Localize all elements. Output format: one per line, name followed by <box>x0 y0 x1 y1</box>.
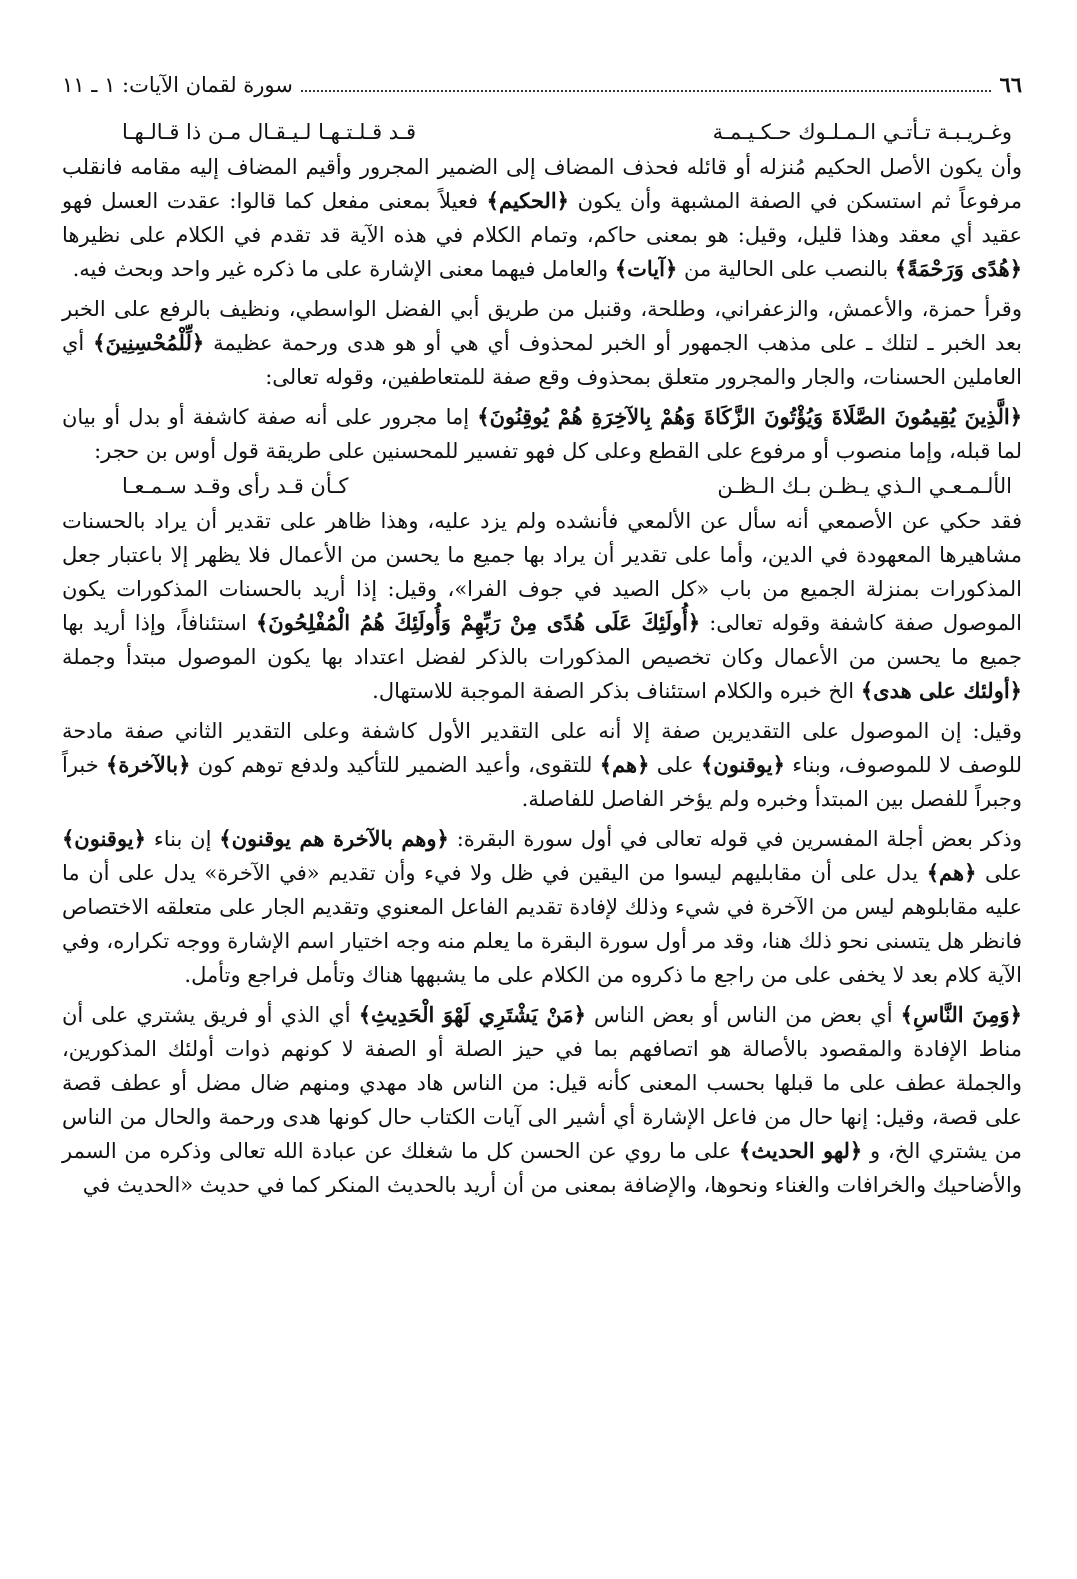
quran-quote: ﴿يوقنون﴾ <box>700 752 785 777</box>
verse-second-hemistich: كـأن قـد رأى وقـد سـمـعـا <box>122 474 349 498</box>
quran-quote: ﴿يوقنون﴾ <box>62 826 146 851</box>
book-page <box>62 70 1022 1202</box>
quran-quote: ﴿لِّلْمُحْسِنِينَ﴾ <box>93 330 205 355</box>
running-header <box>62 70 1022 102</box>
surah-title: سورة لقمان الآيات: ١ ـ ١١ <box>62 73 293 97</box>
poetry-verse <box>62 468 1022 504</box>
quran-quote: ﴿وهم بالآخرة هم يوقنون﴾ <box>219 826 449 851</box>
quran-quote: ﴿هُدًى وَرَحْمَةً﴾ <box>894 256 1022 281</box>
verse-first-hemistich: الألـمـعـي الـذي يـظـن بـك الـظـن <box>717 474 1012 498</box>
poetry-verse <box>62 114 1022 150</box>
quran-quote: ﴿أولئك على هدى﴾ <box>860 678 1022 703</box>
quran-quote: ﴿هم﴾ <box>599 752 650 777</box>
paragraph: ﴿وَمِنَ النَّاسِ﴾ أي بعض من الناس أو بعض الناس ﴿مَنْ يَشْتَرِي لَهْوَ الْحَدِيثِ﴾ أي الذي أو فريق يشتري على أن مناط الإفادة والمقصود بالأصالة هو اتصافهم بما في حيز الصلة أو الصفة لا كونهم ذوات أولئك المذكورين، والجملة عطف على ما قبلها بحسب المعنى كأنه قيل: من الناس هاد مهدي ومنهم ضال مضل أو عطف قصة على قصة، وقيل: إنها حال من فاعل الإشارة أي أشير الى آيات الكتاب حال كونها هدى ورحمة والحال من الناس من يشتري الخ، و ﴿لهو الحديث﴾ على ما روي عن الحسن كل ما شغلك عن عبادة الله تعالى وذكره من السمر والأضاحيك والخرافات والغناء ونحوها، والإضافة بمعنى من أن أريد بالحديث المنكر كما في حديث «الحديث في <box>62 1002 1023 1197</box>
paragraph: فقد حكي عن الأصمعي أنه سأل عن الألمعي فأنشده ولم يزد عليه، وهذا ظاهر على تقدير أن يراد بالحسنات مشاهيرها المعهودة في الدين، وأما على تقدير أن يراد بها جميع ما يحسن من الأعمال فلا يظهر إلا باعتبار جعل المذكورات بمنزلة الجميع من باب «كل الصيد في جوف الفرا»، وقيل: إذا أريد بالحسنات المذكورات يكون الموصول صفة كاشفة وقوله تعالى: ﴿أُولَئِكَ عَلَى هُدًى مِنْ رَبِّهِمْ وَأُولَئِكَ هُمُ الْمُفْلِحُونَ﴾ استئنافاً، وإذا أريد بها جميع ما يحسن من الأعمال وكان تخصيص المذكورات بالذكر لفضل اعتداد بها يكون الموصول مبتدأ وجملة ﴿أولئك على هدى﴾ الخ خبره والكلام استئناف بذكر الصفة الموجبة للاستهال. <box>62 509 1022 703</box>
quran-quote: ﴿وَمِنَ النَّاسِ﴾ <box>900 1002 1022 1027</box>
paragraph: وقرأ حمزة، والأعمش، والزعفراني، وطلحة، وقنبل من طريق أبي الفضل الواسطي، ونظيف بالرفع على الخبر بعد الخبر ـ لتلك ـ على مذهب الجمهور أو الخبر لمحذوف أي هي أو هو هدى ورحمة عظيمة ﴿لِّلْمُحْسِنِينَ﴾ أي العاملين الحسنات، والجار والمجرور متعلق بمحذوف وقع صفة للمتعاطفين، وقوله تعالى: <box>62 297 1023 389</box>
header-dotted-leader <box>301 89 992 92</box>
page-number: ٦٦ <box>999 72 1022 97</box>
quran-quote: ﴿لهو الحديث﴾ <box>739 1138 863 1163</box>
quran-quote: ﴿هم﴾ <box>926 860 977 885</box>
quran-quote: ﴿الحكيم﴾ <box>486 188 569 213</box>
quran-quote: ﴿مَنْ يَشْتَرِي لَهْوَ الْحَدِيثِ﴾ <box>358 1002 586 1027</box>
paragraph: وقيل: إن الموصول على التقديرين صفة إلا أنه على التقدير الأول كاشفة وعلى التقدير الثاني صفة مادحة للوصف لا للموصوف، وبناء ﴿يوقنون﴾ على ﴿هم﴾ للتقوى، وأعيد الضمير للتأكيد ولدفع توهم كون ﴿بالآخرة﴾ خبراً وجبراً للفصل بين المبتدأ وخبره ولم يؤخر الفاصل للفاصلة. <box>62 719 1023 811</box>
paragraph: وذكر بعض أجلة المفسرين في قوله تعالى في أول سورة البقرة: ﴿وهم بالآخرة هم يوقنون﴾ إن بناء ﴿يوقنون﴾ على ﴿هم﴾ يدل على أن مقابليهم ليسوا من اليقين في ظل ولا فيء وأن تقديم «في الآخرة» يدل على أن ما عليه مقابلوهم ليس من الآخرة في شيء وذلك لإفادة تقديم الفاعل المعنوي وتقديم الجار على متعلقه الاختصاص فانظر هل يتسنى نحو ذلك هنا، وقد مر أول سورة البقرة ما يعلم منه وجه اختيار اسم الإشارة ووجه تكراره، وفي الآية كلام بعد لا يخفى على من راجع ما ذكروه من الكلام على ما يشبهها هناك وتأمل فراجع وتأمل. <box>62 826 1022 987</box>
quran-quote: ﴿آيات﴾ <box>614 256 678 281</box>
quran-quote: ﴿أُولَئِكَ عَلَى هُدًى مِنْ رَبِّهِمْ وَأُولَئِكَ هُمُ الْمُفْلِحُونَ﴾ <box>255 610 701 635</box>
quran-quote: ﴿الَّذِينَ يُقِيمُونَ الصَّلَاةَ وَيُؤْتُونَ الزَّكَاةَ وَهُمْ بِالآخِرَةِ هُمْ يُوقِنُونَ﴾ <box>477 404 1022 429</box>
paragraph: وأن يكون الأصل الحكيم مُنزله أو قائله فحذف المضاف إلى الضمير المجرور وأقيم المضاف إليه مقامه فانقلب مرفوعاً ثم استسكن في الصفة المشبهة وأن يكون ﴿الحكيم﴾ فعيلاً بمعنى مفعل كما قالوا: عقدت العسل فهو عقيد أي معقد وهذا قليل، وقيل: هو بمعنى حاكم، وتمام الكلام في هذه الآية قد تقدم في الكلام على نظيرها ﴿هُدًى وَرَحْمَةً﴾ بالنصب على الحالية من ﴿آيات﴾ والعامل فيهما معنى الإشارة على ما ذكره غير واحد وبحث فيه. <box>62 155 1022 281</box>
verse-first-hemistich: وغـريـبـة تـأتـي الـمـلـوك حـكـيـمـة <box>712 120 1012 144</box>
verse-second-hemistich: قـد قـلـتـهـا لـيـقـال مـن ذا قـالـهـا <box>122 120 417 144</box>
quran-quote: ﴿بالآخرة﴾ <box>106 752 191 777</box>
paragraph: ﴿الَّذِينَ يُقِيمُونَ الصَّلَاةَ وَيُؤْتُونَ الزَّكَاةَ وَهُمْ بِالآخِرَةِ هُمْ يُوقِنُونَ﴾ إما مجرور على أنه صفة كاشفة أو بدل أو بيان لما قبله، وإما منصوب أو مرفوع على القطع وعلى كل فهو تفسير للمحسنين على طريقة قول أوس بن حجر: <box>62 404 1022 463</box>
